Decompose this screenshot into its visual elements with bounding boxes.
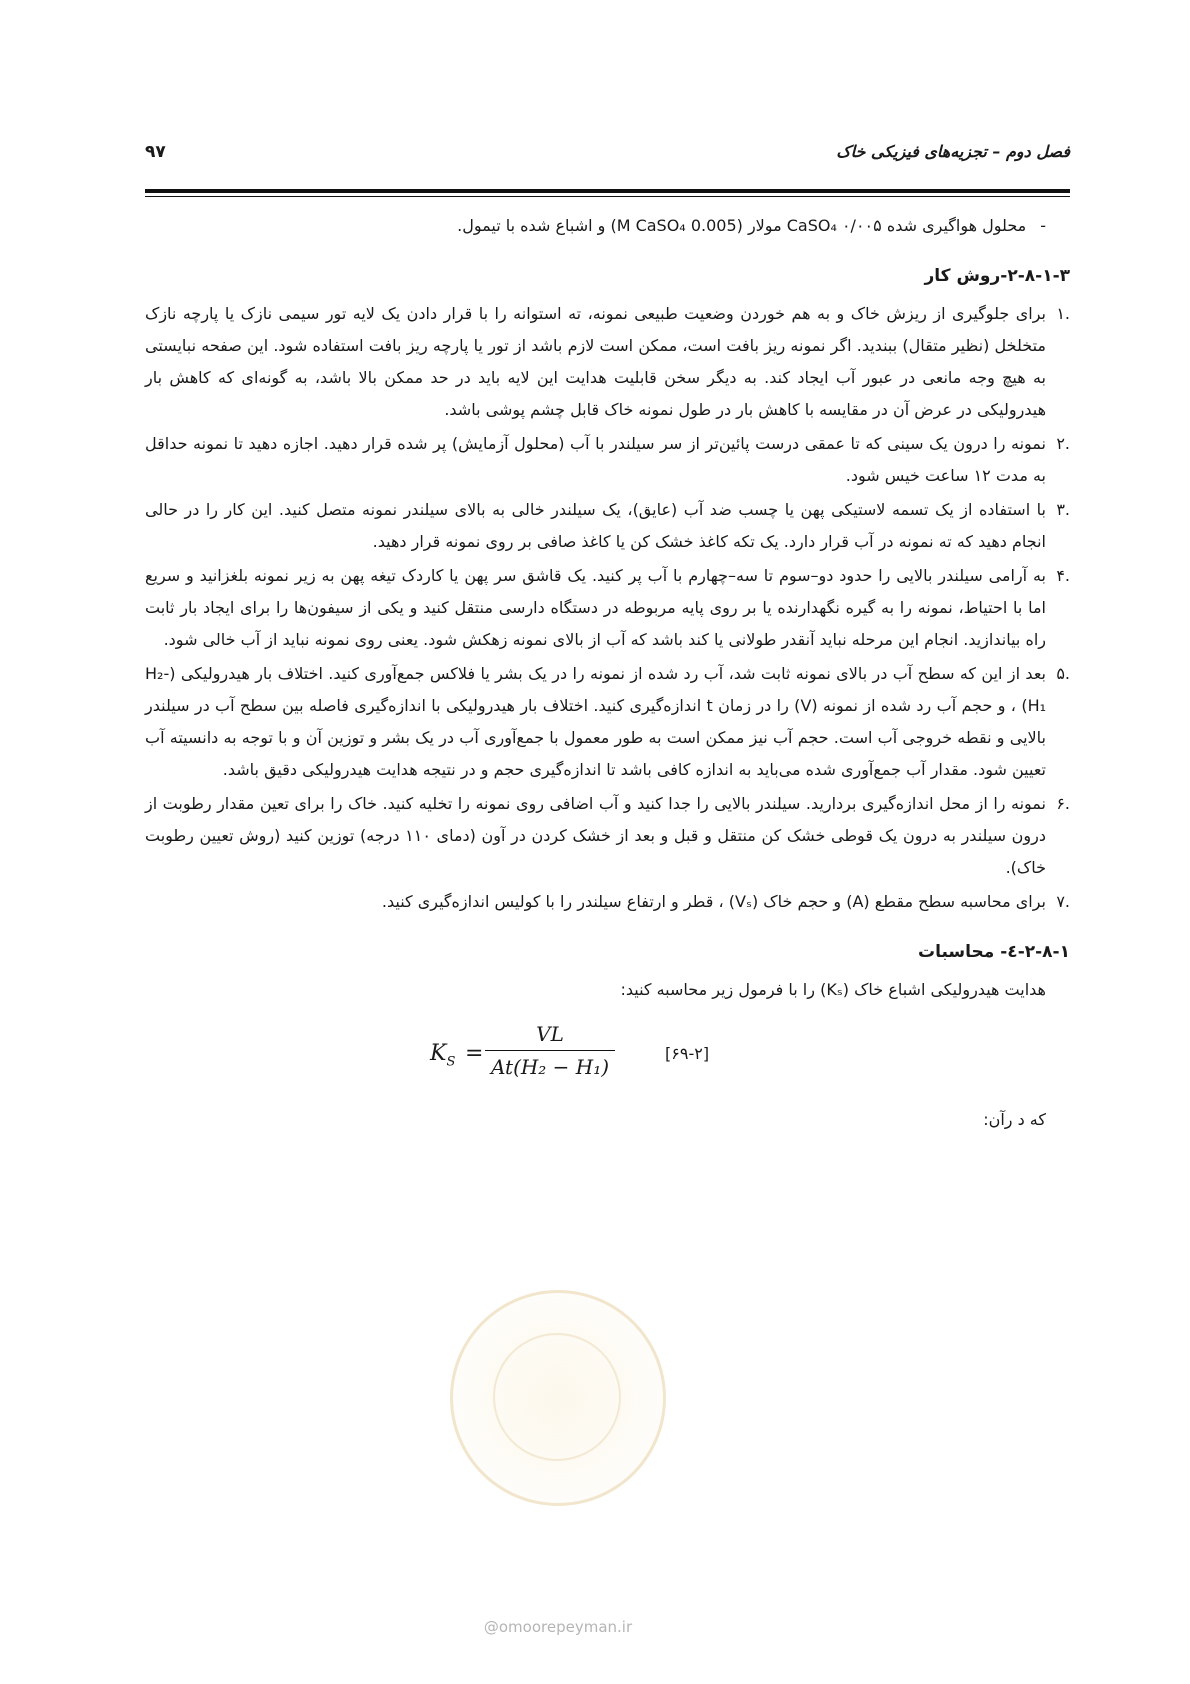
procedure-steps	[145, 298, 1070, 918]
step-item	[145, 298, 1070, 426]
step-text: برای محاسبه سطح مقطع (A) و حجم خاک (Vₛ) ، قطر و ارتفاع سیلندر را با کولیس اندازه‌گیری کنید.	[381, 892, 1046, 911]
section-heading-calculations: ۲-۸-۱-٤- محاسبات	[918, 942, 1070, 962]
watermark-text: @omoorepeyman.ir	[483, 1618, 633, 1636]
step-item	[145, 494, 1070, 558]
step-number: .۲	[1056, 434, 1070, 453]
step-number: .۵	[1056, 664, 1070, 683]
where-label: که د رآن:	[983, 1110, 1046, 1129]
bullet-dash: -	[1040, 216, 1046, 235]
step-text: نمونه را درون یک سینی که تا عمقی درست پائین‌تر از سر سیلندر با آب (محلول آزمایش) پر شده قرار دهید. اجازه دهید تا نمونه حداقل به مدت ۱۲ ساعت خیس شود.	[145, 434, 1046, 485]
header-rule-thin	[145, 196, 1070, 197]
step-text: به آرامی سیلندر بالایی را حدود دو–سوم تا سه–چهارم با آب پر کنید. یک قاشق سر پهن یا کاردک تیغه پهن به زیر نمونه بلغزانید و سریع اما با احتیاط، نمونه را به گیره نگهدارنده یا بر روی پایه مربوطه در دستگاه دارسی منتقل کنید و یکی از سیفون‌ها را برای ایجاد بار ثابت راه بیاندازید. انجام این مرحله نباید آنقدر طولانی یا کند باشد که آب از بالای نمونه زهکش شود. یعنی روی نمونه نباید از آب خالی شود.	[145, 566, 1046, 649]
header-rule-thick	[145, 189, 1070, 193]
formula-lhs-symbol: K	[430, 1041, 447, 1066]
formula-fraction	[485, 1020, 615, 1081]
formula-numerator: VL	[536, 1022, 564, 1046]
ks-formula	[145, 1016, 1070, 1096]
formula-lhs-subscript: S	[446, 1054, 456, 1070]
step-item	[145, 658, 1070, 786]
page-body	[145, 210, 1070, 1136]
step-number: .۳	[1056, 500, 1070, 519]
step-number: .۷	[1056, 892, 1070, 911]
bullet-item	[145, 210, 1070, 242]
calculation-intro: هدایت هیدرولیکی اشباع خاک (Kₛ) را با فرمول زیر محاسبه کنید:	[620, 980, 1046, 999]
step-number: .۴	[1056, 566, 1070, 585]
step-item	[145, 788, 1070, 884]
chapter-title: فصل دوم – تجزیه‌های فیزیکی خاک	[836, 142, 1070, 161]
fraction-bar	[485, 1050, 615, 1051]
step-item	[145, 428, 1070, 492]
formula-equals: =	[465, 1041, 484, 1066]
bullet-text: محلول هواگیری شده CaSO₄ ۰/۰۰۵ مولار (0.005 M CaSO₄) و اشباع شده با تیمول.	[457, 216, 1027, 235]
watermark-seal-inner	[493, 1333, 621, 1461]
section-heading-procedure: ۲-۸-۱-۳-روش کار	[924, 266, 1070, 286]
equation-number: [۶۹-۲]	[665, 1044, 710, 1063]
step-number: .۶	[1056, 794, 1070, 813]
step-text: بعد از این که سطح آب در بالای نمونه ثابت شد، آب رد شده از نمونه را در یک بشر یا فلاکس جمع‌آوری کنید. اختلاف بار هیدرولیکی (H₂-H₁) ، و حجم آب رد شده از نمونه (V) را در زمان t اندازه‌گیری کنید. اختلاف بار هیدرولیکی با اندازه‌گیری فاصله بین سطح آب در سیلندر بالایی و نقطه خروجی آب است. حجم آب نیز ممکن است به طور معمول با جمع‌آوری آب در یک بشر و توزین آن و با توجه به دانسیته آب تعیین شود. مقدار آب جمع‌آوری شده می‌باید به اندازه کافی باشد تا اندازه‌گیری حجم و در نتیجه هدایت هیدرولیکی دقیق باشد.	[145, 664, 1047, 779]
page-number: ۹۷	[145, 142, 166, 162]
formula-denominator: At(H₂ − H₁)	[490, 1055, 610, 1079]
step-item	[145, 886, 1070, 918]
step-text: با استفاده از یک تسمه لاستیکی پهن یا چسب ضد آب (عایق)، یک سیلندر خالی به بالای سیلندر نمونه متصل کنید. این کار را در حالی انجام دهید که ته نمونه در آب قرار دارد. یک تکه کاغذ خشک کن یا کاغذ صافی بر روی نمونه قرار دهید.	[145, 500, 1046, 551]
step-text: نمونه را از محل اندازه‌گیری بردارید. سیلندر بالایی را جدا کنید و آب اضافی روی نمونه را تخلیه کنید. خاک را برای تعین مقدار رطوبت از درون سیلندر به درون یک قوطی خشک کن منتقل و قبل و بعد از خشک کردن در آون (دمای ۱۱۰ درجه) توزین کنید (روش تعیین رطوبت خاک).	[145, 794, 1046, 877]
step-item	[145, 560, 1070, 656]
page-header	[145, 138, 1070, 168]
formula-lhs	[430, 1038, 455, 1078]
watermark-seal	[450, 1290, 666, 1506]
step-number: .۱	[1056, 304, 1070, 323]
step-text: برای جلوگیری از ریزش خاک و به هم خوردن وضعیت طبیعی نمونه، ته استوانه را با قرار دادن یک لایه تور سیمی نازک یا پارچه نازک متخلخل (نظیر متقال) ببندید. اگر نمونه ریز بافت است، ممکن است لازم باشد از تور یا پارچه ریز بافت استفاده شود. این صفحه نبایستی به هیچ وجه مانعی در عبور آب ایجاد کند. به دیگر سخن قابلیت هدایت این لایه باید در حد ممکن بالا باشد، به گونه‌ای که کاهش بار هیدرولیکی در عرض آن در مقایسه با کاهش بار در طول نمونه خاک قابل چشم پوشی باشد.	[145, 304, 1046, 419]
